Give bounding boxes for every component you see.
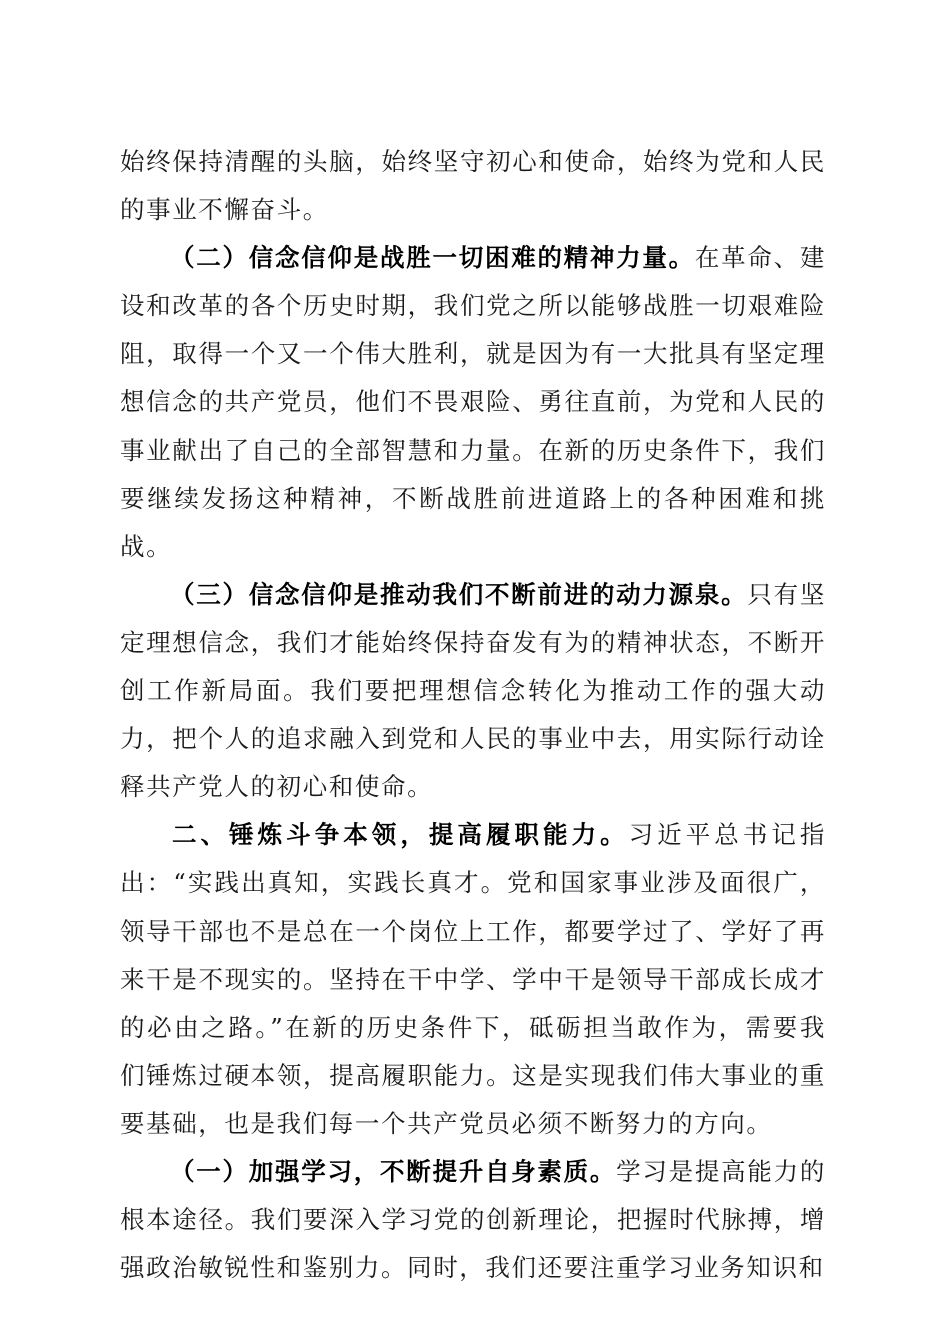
paragraph-continuation [120,138,826,234]
paragraph-text: 习近平总书记指出：“实践出真知，实践长真才。党和国家事业涉及面很广，领导干部也不是总在一个岗位上工作，都要学过了、学好了再来干是不现实的。坚持在干中学、学中干是领导干部成长成才的必由之路。”在新的历史条件下，砥砺担当敢作为，需要我们锤炼过硬本领，提高履职能力。这是实现我们伟大事业的重要基础，也是我们每一个共产党员必须不断努力的方向。 [120,820,826,1138]
paragraph-text: 学习是提高能力的根本途径。我们要深入学习党的创新理论，把握时代脉搏，增强政治敏锐性和鉴别力。同时，我们还要注重学习业务知识和 [120,1156,826,1283]
paragraph-subsection-3 [120,571,826,811]
paragraph-section-2 [120,811,826,1148]
section-heading: 二、锤炼斗争本领，提高履职能力。 [172,820,629,850]
paragraph-text: 只有坚定理想信念，我们才能始终保持奋发有为的精神状态，不断开创工作新局面。我们要把理想信念转化为推动工作的强大动力，把个人的追求融入到党和人民的事业中去，用实际行动诠释共产党人的初心和使命。 [120,579,826,802]
subsection-heading: （三）信念信仰是推动我们不断前进的动力源泉。 [170,579,748,609]
paragraph-text: 在革命、建设和改革的各个历史时期，我们党之所以能够战胜一切艰难险阻，取得一个又一个伟大胜利，就是因为有一大批具有坚定理想信念的共产党员，他们不畏艰险、勇往直前，为党和人民的事业献出了自己的全部智慧和力量。在新的历史条件下，我们要继续发扬这种精神，不断战胜前进道路上的各种困难和挑战。 [120,243,827,561]
subsection-heading: （一）加强学习，不断提升自身素质。 [170,1156,617,1186]
subsection-heading: （二）信念信仰是战胜一切困难的精神力量。 [170,243,695,273]
paragraph-subsection-1 [120,1148,826,1292]
document-body [120,138,826,1292]
paragraph-text: 始终保持清醒的头脑，始终坚守初心和使命，始终为党和人民的事业不懈奋斗。 [120,147,826,225]
paragraph-subsection-2 [120,234,826,571]
